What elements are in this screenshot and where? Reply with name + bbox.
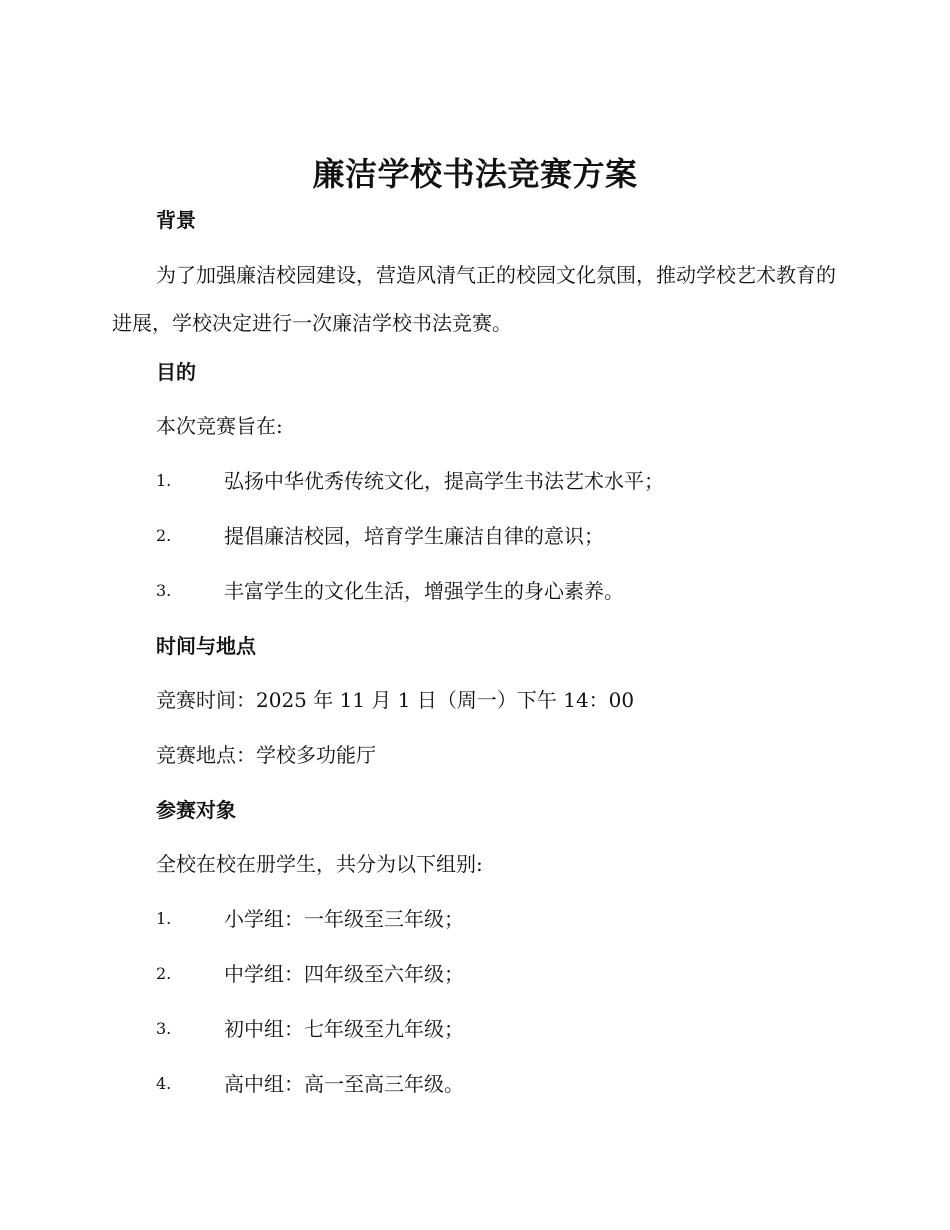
list-text: 小学组：一年级至三年级； xyxy=(224,907,464,931)
list-number: 3. xyxy=(156,581,172,600)
list-text: 高中组：高一至高三年级。 xyxy=(224,1072,464,1096)
list-number: 4. xyxy=(156,1074,172,1093)
list-text: 提倡廉洁校园，培育学生廉洁自律的意识； xyxy=(224,524,604,548)
section-heading-background: 背景 xyxy=(156,208,196,232)
list-text: 弘扬中华优秀传统文化，提高学生书法艺术水平； xyxy=(224,469,664,493)
document-title: 廉洁学校书法竞赛方案 xyxy=(312,155,638,193)
list-text: 中学组：四年级至六年级； xyxy=(224,962,464,986)
list-number: 2. xyxy=(156,964,172,983)
list-text: 丰富学生的文化生活，增强学生的身心素养。 xyxy=(224,579,624,603)
list-number: 3. xyxy=(156,1019,172,1038)
participants-list-item xyxy=(0,960,950,988)
purpose-list-item xyxy=(0,522,950,550)
competition-place: 竞赛地点：学校多功能厅 xyxy=(156,743,376,767)
section-heading-time-place: 时间与地点 xyxy=(156,634,256,658)
participants-intro: 全校在校在册学生，共分为以下组别: xyxy=(156,852,483,876)
purpose-intro: 本次竞赛旨在: xyxy=(156,414,283,438)
section-heading-participants: 参赛对象 xyxy=(156,798,236,822)
purpose-list-item xyxy=(0,577,950,605)
competition-time: 竞赛时间：2025 年 11 月 1 日（周一）下午 14：00 xyxy=(156,688,635,712)
participants-list-item xyxy=(0,1015,950,1043)
background-paragraph: 为了加强廉洁校园建设，营造风清气正的校园文化氛围，推动学校艺术教育的进展，学校决定进行一次廉洁学校书法竞赛。 xyxy=(112,263,836,335)
section-heading-purpose: 目的 xyxy=(156,360,196,384)
participants-list-item xyxy=(0,1070,950,1098)
list-number: 2. xyxy=(156,526,172,545)
list-text: 初中组：七年级至九年级； xyxy=(224,1017,464,1041)
list-number: 1. xyxy=(156,471,172,490)
purpose-list-item xyxy=(0,467,950,495)
list-number: 1. xyxy=(156,909,172,928)
participants-list-item xyxy=(0,905,950,933)
